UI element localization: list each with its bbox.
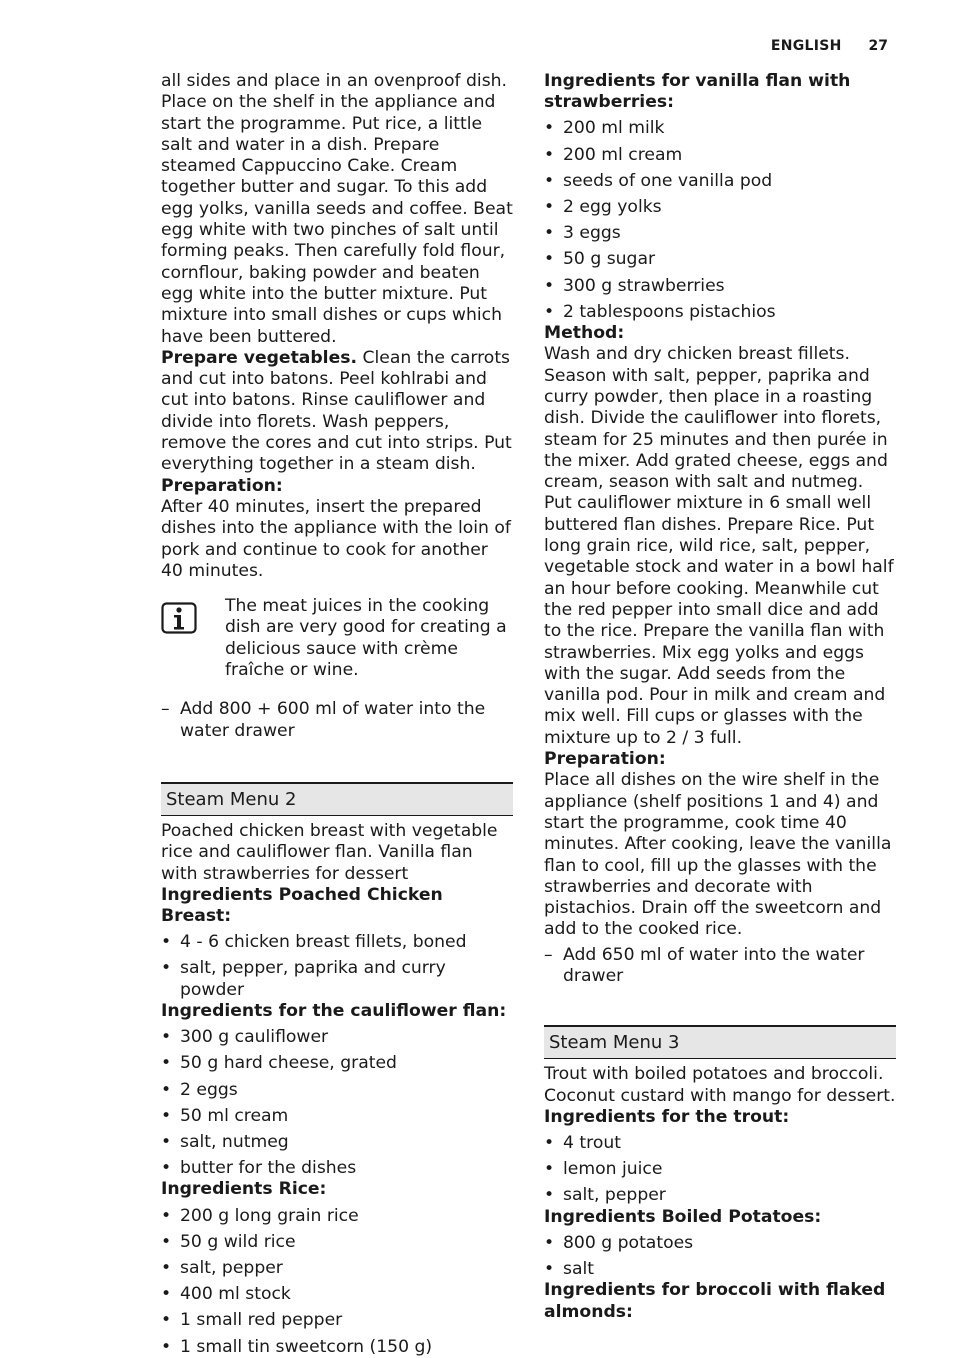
rice-ingredients-label: Ingredients Rice: — [161, 1179, 327, 1200]
method-label: Method: — [544, 323, 625, 344]
info-note — [161, 596, 513, 681]
list-item: • salt, pepper — [161, 1258, 513, 1279]
vegetables-lead: Prepare vegetables. — [161, 347, 357, 368]
list-item: • 50 g wild rice — [161, 1232, 513, 1253]
left-column — [161, 71, 513, 1358]
list-item: • 2 eggs — [161, 1080, 513, 1101]
list-item: • seeds of one vanilla pod — [544, 171, 896, 192]
flan-ingredients-label: Ingredients for the cauliflower flan: — [161, 1001, 507, 1022]
right-column — [544, 71, 896, 1323]
list-item: • 2 egg yolks — [544, 197, 896, 218]
list-item: • 1 small tin sweetcorn (150 g) — [161, 1337, 513, 1358]
vegetables-text: Clean the carrots and cut into batons. Peel kohlrabi and cut into batons. Rinse cauliflower and divide into florets. Wash peppers, remove the cores and cut into strips. Put everything together in a steam dish. — [161, 347, 512, 475]
rice-ingredients-list — [161, 1206, 513, 1358]
menu-2-intro: Poached chicken breast with vegetable rice and cauliflower flan. Vanilla flan with strawberries for dessert — [161, 820, 498, 884]
list-item: • 3 eggs — [544, 223, 896, 244]
cake-instructions: all sides and place in an ovenproof dish. Place on the shelf in the appliance and start the programme. Put rice, a little salt and water in a dish. Prepare steamed Cappuccino Cake. Cream together butter and sugar. To this add egg yolks, vanilla seeds and coffee. Beat egg white with two pinches of salt until forming peaks. Then carefully fold flour, cornflour, baking powder and beaten egg white into the butter mixture. Put mixture into small dishes or cups which have been buttered. — [161, 71, 513, 347]
menu-3-intro: Trout with boiled potatoes and broccoli. Coconut custard with mango for dessert. — [544, 1064, 896, 1106]
vanilla-ingredients-label: Ingredients for vanilla flan with strawberries: — [544, 71, 851, 113]
list-item: • 50 g hard cheese, grated — [161, 1053, 513, 1074]
list-item: • 4 - 6 chicken breast fillets, boned — [161, 932, 513, 953]
chicken-ingredients-list — [161, 932, 513, 1001]
page-header — [771, 38, 888, 54]
preparation-text: After 40 minutes, insert the prepared dishes into the appliance with the loin of pork and continue to cook for another 40 minutes. — [161, 496, 511, 581]
water-instruction: – Add 650 ml of water into the water drawer — [544, 945, 896, 988]
list-item: • 4 trout — [544, 1133, 896, 1154]
preparation-label: Preparation: — [544, 749, 666, 770]
list-item: • salt, pepper, paprika and curry powder — [161, 958, 513, 1001]
potatoes-ingredients-label: Ingredients Boiled Potatoes: — [544, 1206, 822, 1227]
list-item: • 300 g cauliflower — [161, 1027, 513, 1048]
info-icon — [161, 602, 197, 634]
water-instruction: – Add 800 + 600 ml of water into the water drawer — [161, 699, 513, 742]
list-item: • 50 ml cream — [161, 1106, 513, 1127]
list-item: • 400 ml stock — [161, 1284, 513, 1305]
list-item: • 50 g sugar — [544, 249, 896, 270]
vegetables-paragraph — [161, 348, 513, 476]
page-number: 27 — [868, 38, 888, 54]
trout-ingredients-label: Ingredients for the trout: — [544, 1106, 790, 1127]
info-note-text: The meat juices in the cooking dish are very good for creating a delicious sauce with crème fraîche or wine. — [225, 596, 507, 681]
list-item: • lemon juice — [544, 1159, 896, 1180]
flan-ingredients-list — [161, 1027, 513, 1179]
trout-ingredients-list — [544, 1133, 896, 1207]
list-item: • salt, pepper — [544, 1185, 896, 1206]
steam-menu-2-heading: Steam Menu 2 — [161, 782, 513, 816]
broccoli-ingredients-label: Ingredients for broccoli with flaked almonds: — [544, 1280, 886, 1322]
list-item: • 200 ml cream — [544, 145, 896, 166]
steam-menu-3-heading: Steam Menu 3 — [544, 1025, 896, 1059]
list-item: • 800 g potatoes — [544, 1233, 896, 1254]
chicken-ingredients-label: Ingredients Poached Chicken Breast: — [161, 884, 443, 927]
list-item: • 300 g strawberries — [544, 276, 896, 297]
vanilla-ingredients-list — [544, 118, 896, 323]
header-language: ENGLISH — [770, 38, 842, 54]
potatoes-ingredients-list — [544, 1233, 896, 1280]
list-item: • 200 ml milk — [544, 118, 896, 139]
list-item: • salt, nutmeg — [161, 1132, 513, 1153]
list-item: • 2 tablespoons pistachios — [544, 302, 896, 323]
list-item: • 1 small red pepper — [161, 1310, 513, 1331]
method-text: Wash and dry chicken breast fillets. Season with salt, pepper, paprika and curry powder, then place in a roasting dish. Divide the cauliflower into florets, steam for 25 minutes and then purée in the mixer. Add grated cheese, eggs and cream, season with salt and nutmeg. Put cauliflower mixture in 6 small well buttered flan dishes. Prepare Rice. Put long grain rice, wild rice, salt, pepper, vegetable stock and water in a bowl half an hour before cooking. Meanwhile cut the red pepper into small dice and add to the rice. Prepare the vanilla flan with strawberries. Mix egg yolks and eggs with the sugar. Add seeds from the vanilla pod. Pour in milk and cream and mix well. Fill cups or glasses with the mixture up to 2 / 3 full. — [544, 344, 894, 748]
list-item: • salt — [544, 1259, 896, 1280]
preparation-label: Preparation: — [161, 475, 283, 496]
list-item: • 200 g long grain rice — [161, 1206, 513, 1227]
list-item: • butter for the dishes — [161, 1158, 513, 1179]
preparation-text: Place all dishes on the wire shelf in the appliance (shelf positions 1 and 4) and start the programme, cook time 40 minutes. After cooking, leave the vanilla flan to cool, fill up the glasses with the strawberries and decorate with pistachios. Drain off the sweetcorn and add to the cooked rice. — [544, 770, 892, 940]
